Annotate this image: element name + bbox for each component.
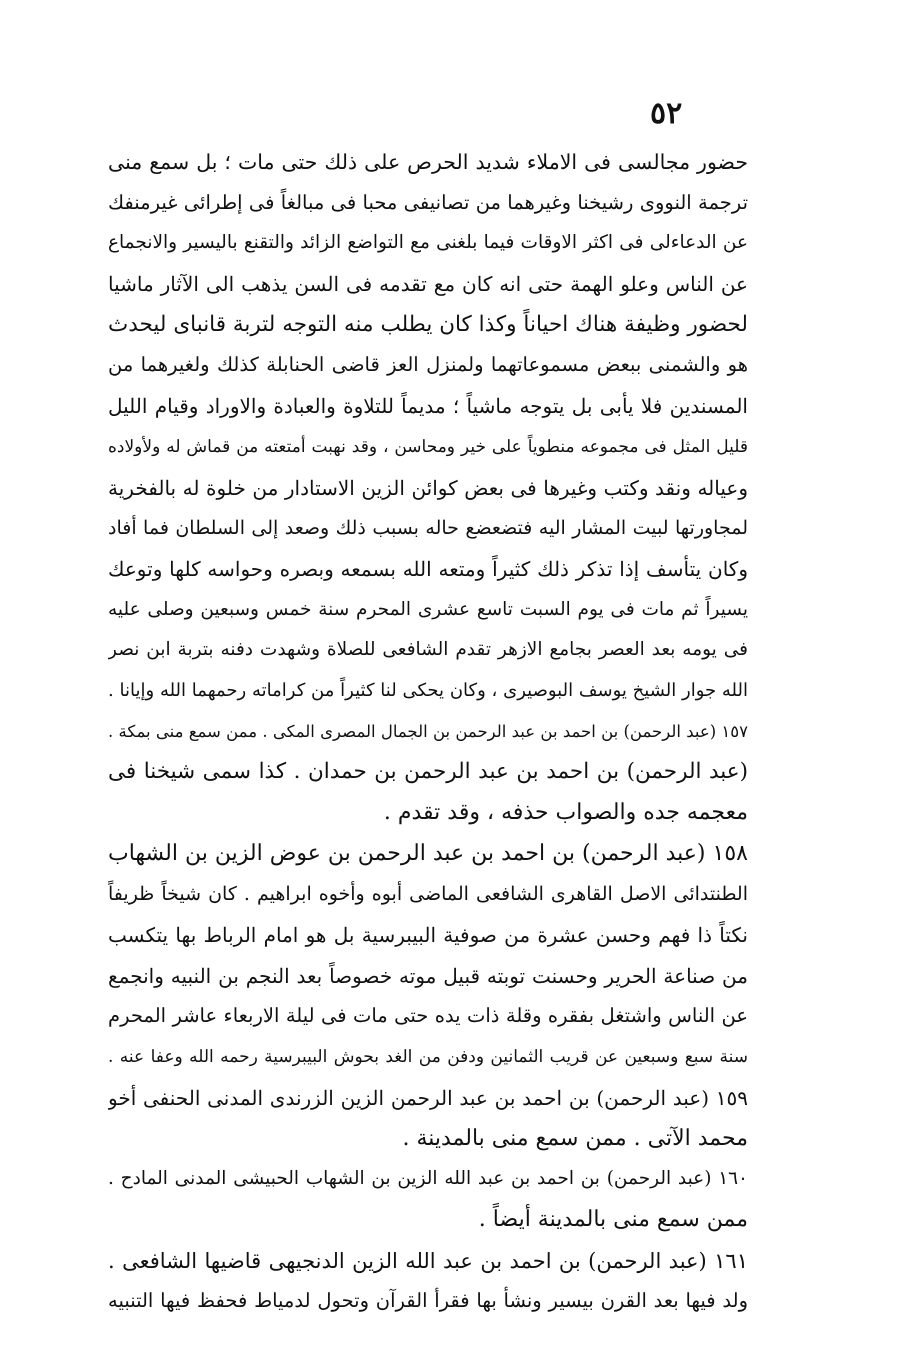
entry-159: ١٥٩ (عبد الرحمن) بن احمد بن عبد الرحمن الزين الزرندى المدنى الحنفى أخو [108, 1085, 748, 1110]
text-line: يسيراً ثم مات فى يوم السبت تاسع عشرى المحرم سنة خمس وسبعين وصلى عليه [108, 598, 748, 620]
text-line: ممن سمع منى بالمدينة أيضاً . [478, 1206, 748, 1232]
entry-157: ١٥٧ (عبد الرحمن) بن احمد بن عبد الرحمن بن الجمال المصرى المكى . ممن سمع منى بمكة . [108, 721, 748, 741]
text-line: الله جوار الشيخ يوسف البوصيرى ، وكان يحكى لنا كثيراً من كراماته رحمهما الله وإيانا . [108, 679, 748, 701]
text-line: ترجمة النووى رشيخنا وغيرهما من تصانيفى محبا فى مبالغاً فى إطرائى غيرمنفك [108, 190, 748, 214]
text-line: وكان يتأسف إذا تذكر ذلك كثيراً ومتعه الله بسمعه وبصره وحواسه كلها وتوعك [108, 556, 748, 581]
text-line: فى يومه بعد العصر بجامع الازهر تقدم الشافعى للصلاة وشهدت دفنه بتربة ابن نصر [108, 639, 748, 661]
text-line: حضور مجالسى فى الاملاء شديد الحرص على ذلك حتى مات ؛ بل سمع منى [108, 150, 748, 174]
page-number: ٥٢ [650, 96, 683, 131]
text-line: لمجاورتها لبيت المشار اليه فتضعضع حاله بسبب ذلك وصعد إلى السلطان فما أفاد [108, 517, 748, 540]
text-line: من صناعة الحرير وحسنت توبته قبيل موته خصوصاً بعد النجم بن النبيه وانجمع [108, 963, 748, 988]
text-line: المسندين فلا يأبى بل يتوجه ماشياً ؛ مديماً للتلاوة والعبادة والاوراد وقيام الليل [108, 394, 748, 419]
text-line: وعياله ونقد وكتب وغيرها فى بعض كوائن الزين الاستادار من خلوة له بالفخرية [108, 475, 748, 500]
entry-158: ١٥٨ (عبد الرحمن) بن احمد بن عبد الرحمن بن عوض الزين بن الشهاب [108, 840, 748, 866]
text-line: قليل المثل فى مجموعه منطوياً على خير ومحاسن ، وقد نهبت أمتعته من قماش له ولأولاده [108, 436, 748, 457]
text-line: محمد الآتى . ممن سمع منى بالمدينة . [402, 1125, 748, 1151]
text-line: معجمه جده والصواب حذفه ، وقد تقدم . [383, 800, 748, 825]
text-line: ولد فيها بعد القرن بيسير ونشأ بها فقرأ القرآن وتحول لدمياط فحفظ فيها التنبيه [108, 1289, 748, 1313]
text-line: عن الدعاءلى فى اكثر الاوقات فيما بلغنى مع التواضع الزائد والتقنع باليسير والانجماع [108, 232, 748, 254]
entry-160: ١٦٠ (عبد الرحمن) بن احمد بن عبد الله الزين بن الشهاب الحبيشى المدنى المادح . [108, 1168, 748, 1190]
text-line: عن الناس واشتغل بفقره وقلة ذات يده حتى مات فى ليلة الاربعاء عاشر المحرم [108, 1004, 748, 1028]
entry-161: ١٦١ (عبد الرحمن) بن احمد بن عبد الله الزين الدنجيهى قاضيها الشافعى . [108, 1248, 748, 1273]
text-line: سنة سبع وسبعين عن قريب الثمانين ودفن من الغد بحوش البيبرسية رحمه الله وعفا عنه . [108, 1047, 748, 1068]
text-line: الطنتدائى الاصل القاهرى الشافعى الماضى أبوه وأخوه ابراهيم . كان شيخاً ظريفاً [108, 883, 748, 906]
text-line: عن الناس وعلو الهمة حتى انه كان مع تقدمه فى السن يذهب الى الآثار ماشيا [108, 272, 748, 297]
text-line: لحضور وظيفة هناك احياناً وكذا كان يطلب منه التوجه لتربة قانباى ليحدث [108, 311, 748, 337]
text-line: هو والشمنى ببعض مسموعاتهما ولمنزل العز قاضى الحنابلة كذلك ولغيرهما من [108, 353, 748, 377]
text-line: نكتاً ذا فهم وحسن عشرة من صوفية البيبرسية بل هو امام الرباط بها يتكسب [108, 923, 748, 948]
entry-unnumbered: (عبد الرحمن) بن احمد بن عبد الرحمن بن حمدان . كذا سمى شيخنا فى [108, 759, 748, 785]
body-text [108, 142, 748, 1322]
